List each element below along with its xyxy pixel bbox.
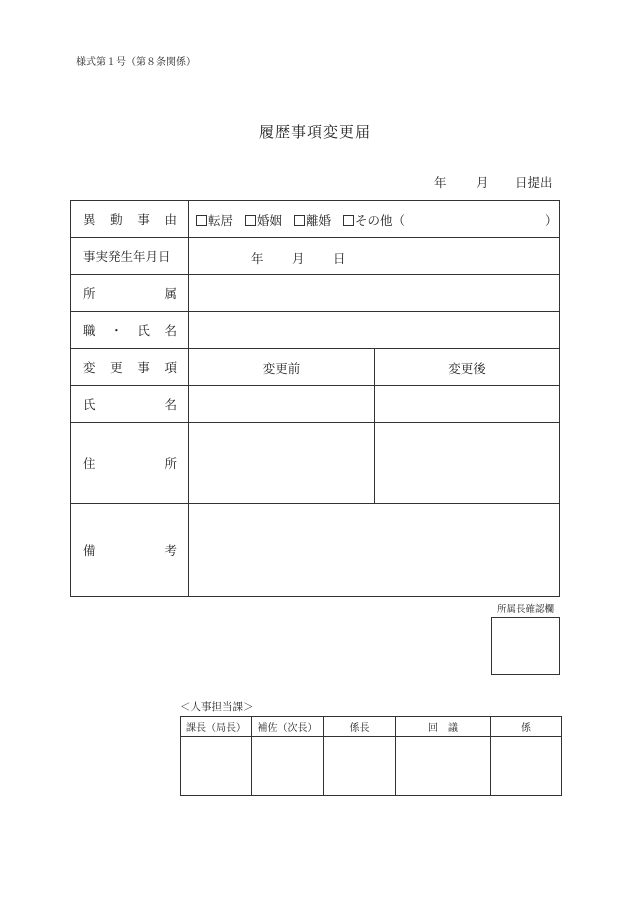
change-items-label: 変 更 事 項 [83, 360, 177, 375]
hr-col-section-chief: 課長（局長） [181, 717, 252, 737]
position-name-label: 職 ・ 氏 名 [83, 323, 177, 338]
page-title: 履歴事項変更届 [258, 123, 371, 141]
hr-stamp-cell[interactable] [324, 737, 396, 796]
remarks-field[interactable] [189, 504, 559, 596]
occurrence-year-label: 年 [251, 251, 264, 266]
submission-day-label: 日提出 [515, 175, 553, 190]
hr-stamp-cell[interactable] [396, 737, 491, 796]
form-number: 様式第１号（第８条関係） [76, 57, 196, 68]
occurrence-month-label: 月 [292, 251, 305, 266]
before-change-header: 変更前 [262, 361, 301, 376]
hr-col-staff: 係 [491, 717, 562, 737]
checkbox[interactable] [294, 215, 305, 226]
reason-label: 異 動 事 由 [83, 212, 177, 227]
address-after-field[interactable] [375, 423, 559, 503]
checkbox[interactable] [343, 215, 354, 226]
other-close-paren: ） [545, 213, 558, 228]
submission-month-label: 月 [476, 175, 489, 190]
hr-stamp-cell[interactable] [252, 737, 324, 796]
address-label: 住 所 [83, 456, 177, 471]
hr-col-assistant: 補佐（次長） [252, 717, 324, 737]
reason-option-other[interactable]: その他（ [343, 213, 405, 228]
affiliation-field[interactable] [189, 275, 559, 311]
reason-option-marriage[interactable]: 婚姻 [245, 213, 282, 228]
supervisor-confirmation-box[interactable] [491, 617, 560, 675]
hr-stamp-cell[interactable] [491, 737, 562, 796]
occurrence-day-label: 日 [333, 251, 346, 266]
hr-col-circulation: 回 議 [396, 717, 491, 737]
remarks-label: 備 考 [83, 543, 177, 558]
hr-section-label: ＜人事担当課＞ [180, 701, 254, 713]
hr-stamp-cell[interactable] [181, 737, 252, 796]
after-change-header: 変更後 [448, 361, 486, 376]
name-label: 氏 名 [83, 397, 177, 412]
submission-year-label: 年 [434, 175, 447, 190]
affiliation-label: 所 属 [83, 286, 177, 301]
name-after-field[interactable] [375, 386, 559, 422]
change-form-table [70, 200, 560, 597]
occurrence-date-label: 事実発生年月日 [83, 249, 171, 264]
position-name-field[interactable] [189, 312, 559, 348]
checkbox[interactable] [196, 215, 207, 226]
hr-approval-table [180, 716, 562, 796]
reason-option-divorce[interactable]: 離婚 [294, 213, 331, 228]
supervisor-confirmation-label: 所属長確認欄 [497, 604, 555, 615]
reason-options [196, 211, 405, 229]
hr-col-subsection-chief: 係長 [324, 717, 396, 737]
name-before-field[interactable] [189, 386, 374, 422]
reason-option-relocation[interactable]: 転居 [196, 213, 233, 228]
address-before-field[interactable] [189, 423, 374, 503]
checkbox[interactable] [245, 215, 256, 226]
